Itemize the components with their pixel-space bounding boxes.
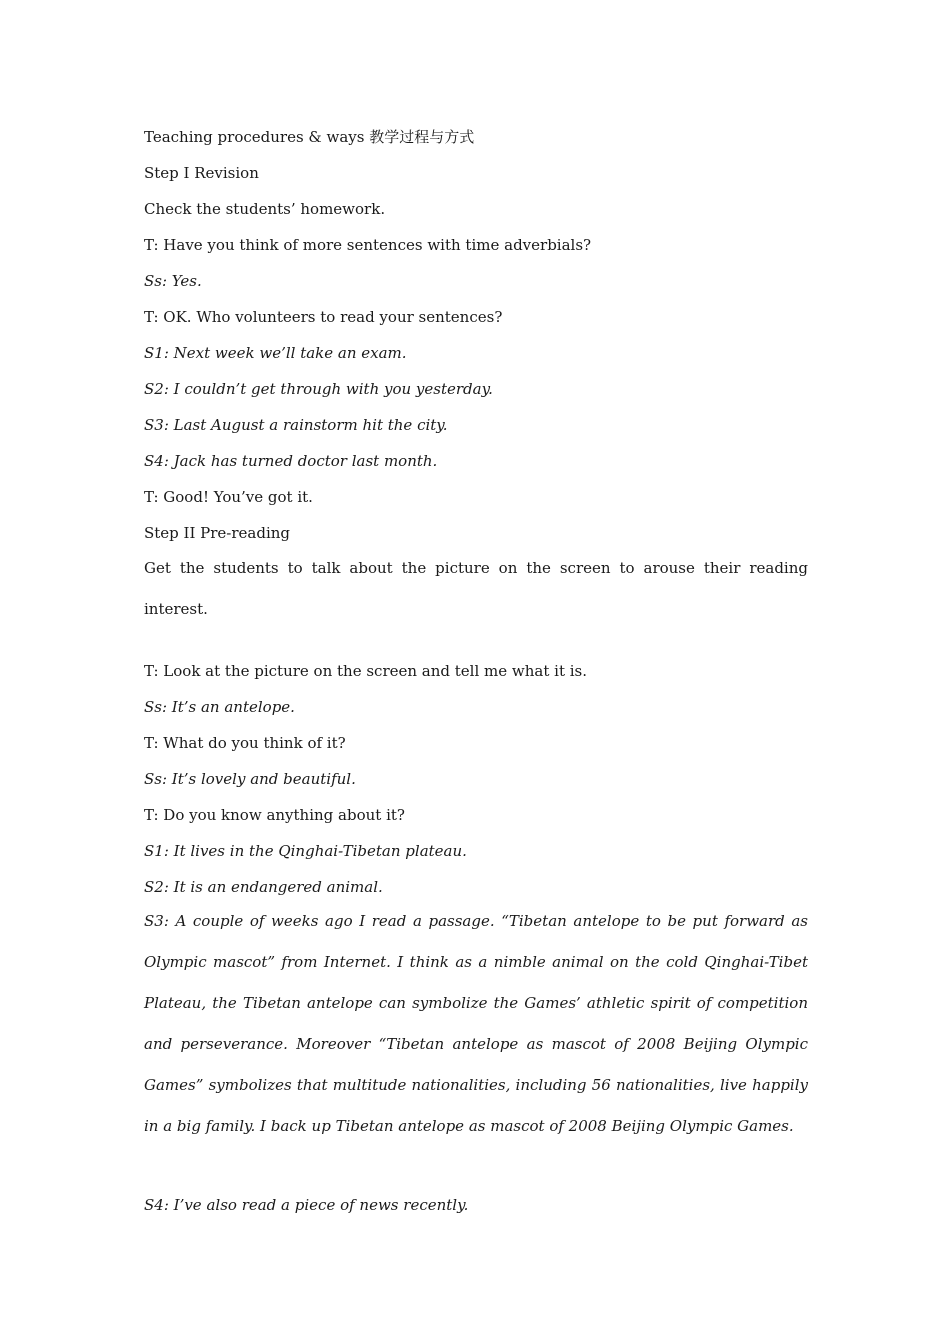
dialogue-students: S4: I’ve also read a piece of news recently. bbox=[144, 1196, 469, 1214]
dialogue-students: S1: Next week we’ll take an exam. bbox=[144, 344, 407, 362]
dialogue-teacher: T: Do you know anything about it? bbox=[144, 806, 405, 824]
s3-paragraph: S3: A couple of weeks ago I read a passage. “Tibetan antelope to be put forward as Olympic mascot” from Internet. I think as a nimble animal on the cold Qinghai-Tibet Plateau, the Tibetan antelope can symbolize the Games’ athletic spirit of competition and perseverance. Moreover “Tibetan antelope as mascot of 2008 Beijing Olympic Games” symbolizes that multitude nationalities, including 56 nationalities, live happily in a big family. I back up Tibetan antelope as mascot of 2008 Beijing Olympic Games. bbox=[144, 912, 808, 1135]
dialogue-students: S1: It lives in the Qinghai-Tibetan plateau. bbox=[144, 842, 467, 860]
dialogue-students: Ss: It’s an antelope. bbox=[144, 698, 295, 716]
pre-reading-paragraph: Get the students to talk about the picture on the screen to arouse their reading interest. bbox=[144, 559, 808, 618]
step-heading: Step II Pre-reading bbox=[144, 524, 291, 542]
dialogue-teacher: T: Have you think of more sentences with time adverbials? bbox=[144, 236, 592, 254]
dialogue-teacher: T: OK. Who volunteers to read your sentences? bbox=[144, 308, 503, 326]
instruction-line: Check the students’ homework. bbox=[144, 200, 386, 218]
dialogue-students: S2: I couldn’t get through with you yesterday. bbox=[144, 380, 493, 398]
step-heading: Step I Revision bbox=[144, 164, 259, 182]
section-heading: Teaching procedures & ways 教学过程与方式 bbox=[144, 128, 475, 146]
dialogue-students: Ss: It’s lovely and beautiful. bbox=[144, 770, 356, 788]
dialogue-students: Ss: Yes. bbox=[144, 272, 202, 290]
dialogue-teacher: T: What do you think of it? bbox=[144, 734, 346, 752]
dialogue-students: S4: Jack has turned doctor last month. bbox=[144, 452, 438, 470]
dialogue-students: S3: Last August a rainstorm hit the city. bbox=[144, 416, 448, 434]
dialogue-teacher: T: Look at the picture on the screen and tell me what it is. bbox=[144, 662, 587, 680]
dialogue-teacher: T: Good! You’ve got it. bbox=[144, 488, 313, 506]
dialogue-students: S2: It is an endangered animal. bbox=[144, 878, 383, 896]
